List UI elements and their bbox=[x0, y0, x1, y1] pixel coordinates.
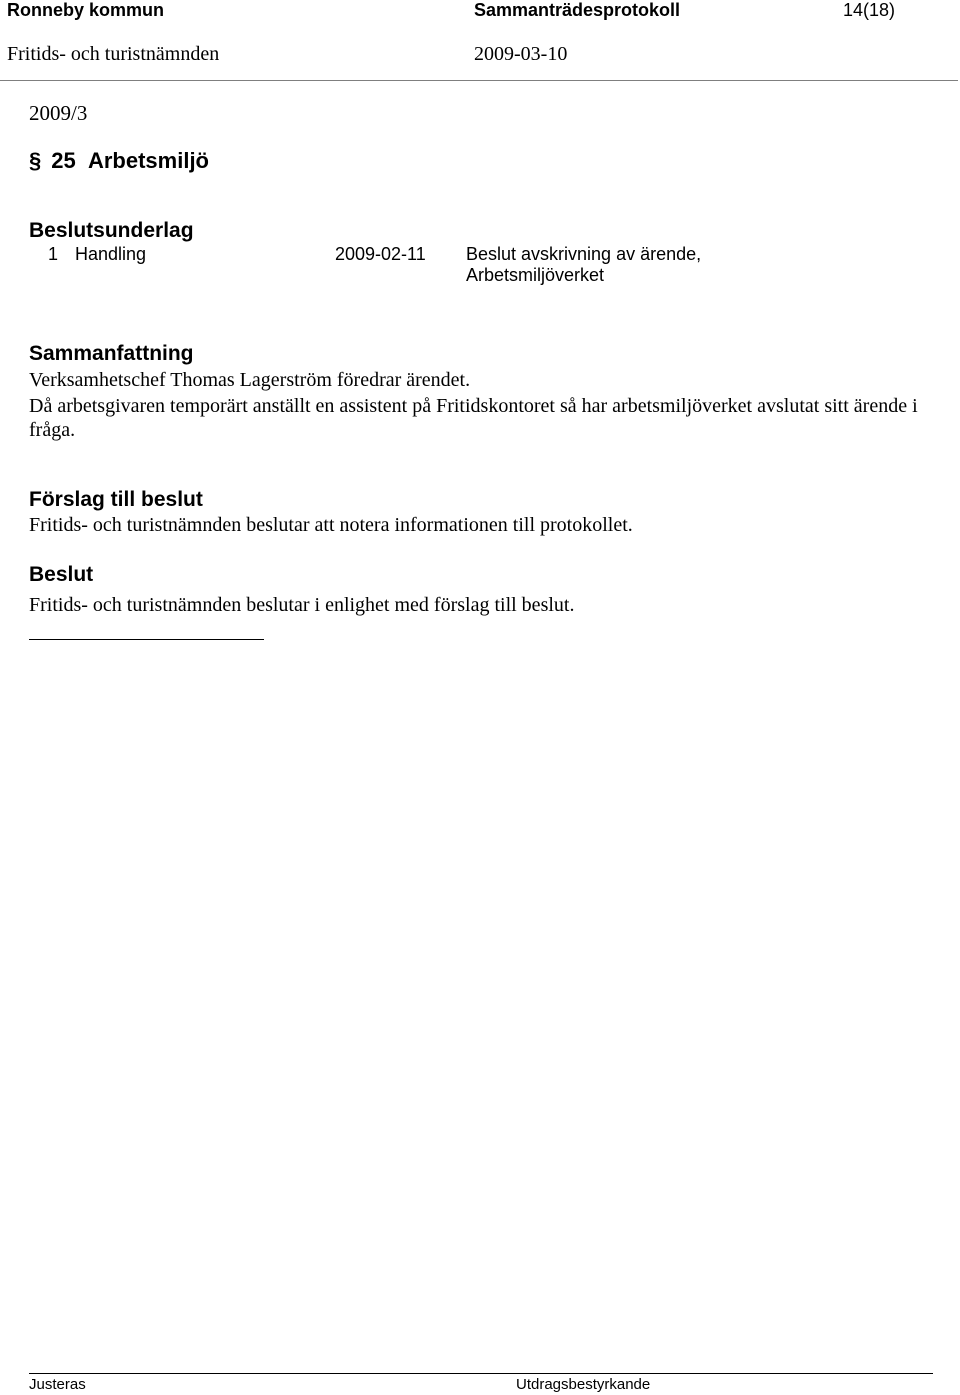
sammanfattning-heading: Sammanfattning bbox=[29, 342, 194, 365]
beslut-heading: Beslut bbox=[29, 563, 94, 586]
meeting-date: 2009-03-10 bbox=[474, 43, 568, 65]
attachment-number: 1 bbox=[48, 244, 59, 264]
header-divider bbox=[0, 80, 958, 81]
paragraph-symbol: § bbox=[29, 148, 42, 173]
municipality-name: Ronneby kommun bbox=[7, 0, 165, 20]
section-number: 25 bbox=[51, 148, 76, 173]
case-number: 2009/3 bbox=[29, 101, 88, 125]
document-type: Sammanträdesprotokoll bbox=[474, 0, 681, 20]
beslutsunderlag-heading: Beslutsunderlag bbox=[29, 219, 194, 242]
sammanfattning-body: Då arbetsgivaren temporärt anställt en assistent på Fritidskontoret så har arbetsmiljöverket avslutat sitt ärende i fråga. bbox=[29, 395, 918, 441]
attachment-description-cont: Arbetsmiljöverket bbox=[466, 265, 605, 285]
footer-divider bbox=[29, 1373, 933, 1374]
footer-utdragsbestyrkande: Utdragsbestyrkande bbox=[516, 1376, 651, 1393]
forslag-heading: Förslag till beslut bbox=[29, 488, 203, 511]
attachment-description: Beslut avskrivning av ärende, bbox=[466, 244, 702, 264]
committee-name: Fritids- och turistnämnden bbox=[7, 43, 220, 65]
attachment-date: 2009-02-11 bbox=[335, 244, 426, 264]
attachment-type: Handling bbox=[75, 244, 147, 264]
section-title bbox=[29, 148, 209, 174]
section-heading: Arbetsmiljö bbox=[87, 148, 209, 173]
forslag-text: Fritids- och turistnämnden beslutar att notera informationen till protokollet. bbox=[29, 514, 633, 536]
footer-justeras: Justeras bbox=[29, 1376, 86, 1393]
page-number: 14(18) bbox=[843, 0, 896, 20]
sammanfattning-intro: Verksamhetschef Thomas Lagerström föredrar ärendet. bbox=[29, 369, 471, 391]
beslut-text: Fritids- och turistnämnden beslutar i enlighet med förslag till beslut. bbox=[29, 594, 575, 616]
signature-line bbox=[29, 639, 264, 640]
